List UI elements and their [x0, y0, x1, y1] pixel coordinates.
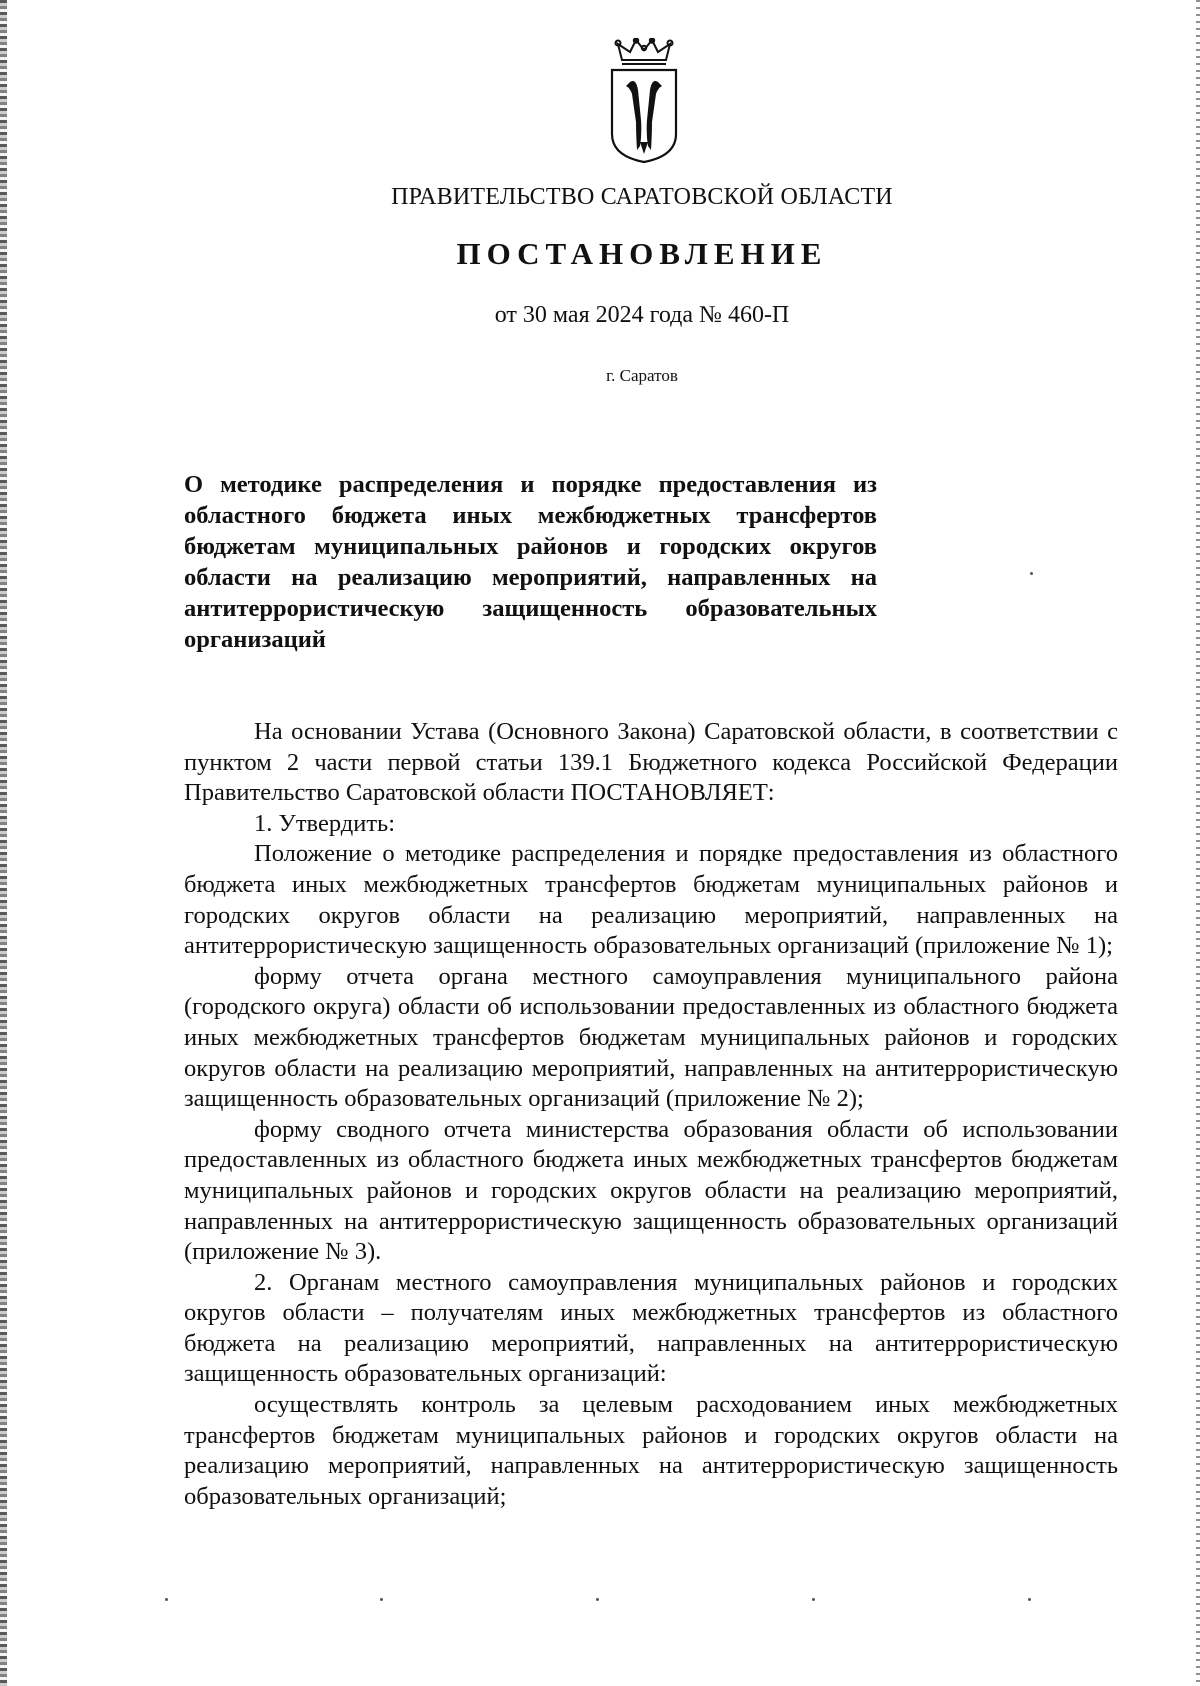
saratov-coat-of-arms-icon: [606, 38, 682, 164]
decree-body: [184, 717, 1118, 1512]
decree-city: г. Саратов: [606, 366, 678, 385]
decree-date-number: от 30 мая 2024 года № 460-П: [494, 302, 790, 328]
scan-speck: [1030, 572, 1033, 575]
scan-speck: [1028, 1598, 1031, 1601]
paragraph-control: осуществлять контроль за целевым расходованием иных межбюджетных трансфертов бюджетам муниципальных районов и городских округов области на реализацию мероприятий, направленных на антитеррористическую защищенность образовательных организаций;: [184, 1391, 1118, 1510]
decree-subject: О методике распределения и порядке предоставления из областного бюджета иных межбюджетных трансфертов бюджетам муниципальных районов и городских округов области на реализацию мероприятий, направленных на антитеррористическую защищенность образовательных организаций: [184, 471, 877, 653]
government-name: ПРАВИТЕЛЬСТВО САРАТОВСКОЙ ОБЛАСТИ: [391, 184, 893, 210]
scan-speck: [596, 1598, 599, 1601]
paragraph-report-form: форму отчета органа местного самоуправления муниципального района (городского округа) области об использовании предоставленных из областного бюджета иных межбюджетных трансфертов бюджетам муниципальных районов и городских округов области на реализацию мероприятий, направленных на антитеррористическую защищенность образовательных организаций (приложение № 2);: [184, 962, 1118, 1113]
scan-speck: [165, 1598, 168, 1601]
decree-title: ПОСТАНОВЛЕНИЕ: [456, 236, 828, 271]
paragraph-regulation: Положение о методике распределения и порядке предоставления из областного бюджета иных межбюджетных трансфертов бюджетам муниципальных районов и городских округов области на реализацию мероприятий, направленных на антитеррористическую защищенность образовательных организаций (приложение № 1);: [184, 840, 1118, 960]
paragraph-item-1: 1. Утвердить:: [254, 809, 396, 837]
scan-speck: [380, 1598, 383, 1601]
scan-edge-left: [0, 0, 7, 1686]
paragraph-basis: На основании Устава (Основного Закона) Саратовской области, в соответствии с пунктом 2 части первой статьи 139.1 Бюджетного кодекса Российской Федерации Правительство Саратовской области ПОСТАНОВЛЯЕТ:: [184, 718, 1118, 807]
scan-speck: [812, 1598, 815, 1601]
paragraph-item-2: 2. Органам местного самоуправления муниципальных районов и городских округов области – получателям иных межбюджетных трансфертов из областного бюджета на реализацию мероприятий, направленных на антитеррористическую защищенность образовательных организаций:: [184, 1268, 1118, 1388]
paragraph-summary-report-form: форму сводного отчета министерства образования области об использовании предоставленных из областного бюджета иных межбюджетных трансфертов бюджетам муниципальных районов и городских округов области на реализацию мероприятий, направленных на антитеррористическую защищенность образовательных организаций (приложение № 3).: [184, 1115, 1118, 1266]
